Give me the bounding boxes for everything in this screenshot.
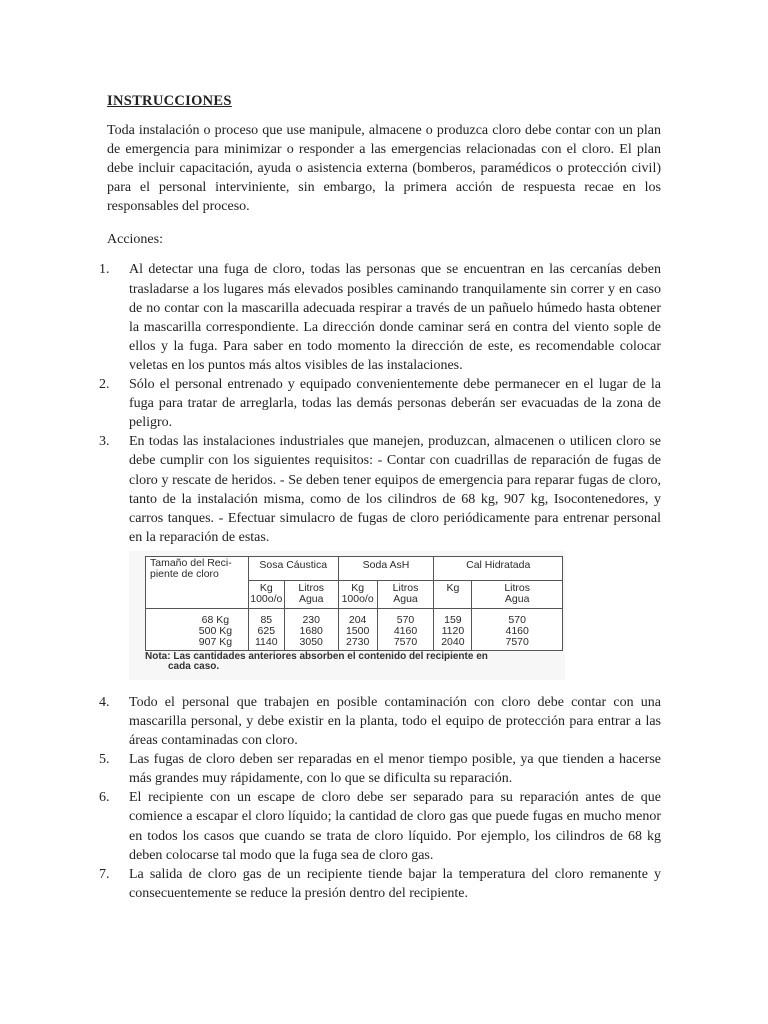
subheader-text: Kg <box>446 581 460 594</box>
subheader-kg <box>434 580 472 608</box>
table-data-row <box>146 608 563 650</box>
list-item-text: El recipiente con un escape de cloro debe ser separado para su reparación antes de que comience a escapar el cloro líquido; la cantidad de cloro gas que puede fugas en mucho menor en todos los casos que cuando se trata de cloro líquido. Por ejemplo, los cilindros de 68 kg deben colocarse tal modo que la fuga sea de cloro gas. <box>129 790 661 863</box>
list-item-text: En todas las instalaciones industriales que manejen, produzcan, almacenen o utilicen cloro se debe cumplir con los siguientes requisitos: - Contar con cuadrillas de reparación de fugas de cloro y rescate de heridos. - Se deben tener equipos de emergencia para reparar fugas de cloro, tanto de la instalación misma, como de los cilindros de 68 kg, 907 kg, Isocontenedores, y carros tanques. - Efectuar simulacro de fugas de cloro periódicamente para entrenar personal en la reparación de estas. <box>129 434 661 545</box>
table-cell: 85 <box>260 613 273 626</box>
table-cell: 3050 <box>299 635 323 648</box>
subheader-text: Kg <box>259 581 273 594</box>
table-cell: 1120 <box>441 624 465 637</box>
subheader-text: Agua <box>298 592 324 605</box>
size-column-header <box>146 556 249 608</box>
actions-list-continued <box>99 693 661 903</box>
subheader-text: Litros <box>504 581 531 594</box>
group-header-soda: Soda AsH <box>338 556 434 580</box>
list-item <box>99 432 661 547</box>
list-item <box>99 260 661 375</box>
table-cell: 500 Kg <box>198 624 233 637</box>
document-heading: INSTRUCCIONES <box>107 93 232 109</box>
subheader-text: Litros <box>298 581 325 594</box>
list-item-text: Al detectar una fuga de cloro, todas las personas que se encuentran en las cercanías deben trasladarse a los lugares más elevados posibles caminando tranquilamente sin correr y en caso de no contar con la mascarilla adecuada respirar a través de un pañuelo húmedo hasta obtener la mascarilla correspondiente. La dirección donde caminar será en contra del viento sople de ellos y la fuga. Para saber en todo momento la dirección de este, es recomendable colocar veletas en los puntos más altos visibles de las instalaciones. <box>129 262 661 373</box>
group-header-cal: Cal Hidratada <box>434 556 563 580</box>
table-cell: 907 Kg <box>198 635 233 648</box>
intro-paragraph: Toda instalación o proceso que use manipule, almacene o produzca cloro debe contar con un plan de emergencia para minimizar o responder a las emergencias relacionadas con el cloro. El plan debe incluir capacitación, ayuda o asistencia externa (bomberos, paramédicos o protección civil) para el personal interviniente, sin embargo, la primera acción de respuesta recae en los responsables del proceso. <box>107 123 661 215</box>
subheader-litros <box>472 580 563 608</box>
list-item-number: 7. <box>99 866 110 882</box>
size-header-line-2: piente de cloro <box>150 567 219 580</box>
table-cell: 159 <box>444 613 462 626</box>
list-item-number: 1. <box>99 262 110 278</box>
subheader-litros <box>377 580 434 608</box>
acciones-label: Acciones: <box>107 232 163 248</box>
list-item-number: 5. <box>99 752 110 768</box>
subheader-text: 100o/o <box>341 592 374 605</box>
subheader-text: Litros <box>392 581 419 594</box>
soda-kg-values <box>338 608 377 650</box>
table-cell: 1500 <box>345 624 370 637</box>
table-cell: 204 <box>348 613 367 626</box>
sosa-kg-values <box>248 608 284 650</box>
subheader-text: 100o/o <box>250 592 283 605</box>
list-item <box>99 788 661 864</box>
size-values <box>146 608 249 650</box>
document-page <box>99 92 661 903</box>
table-cell: 570 <box>396 613 415 626</box>
table-cell: 4160 <box>393 624 418 637</box>
subheader-text: Kg <box>351 581 365 594</box>
list-item-text: La salida de cloro gas de un recipiente tiende bajar la temperatura del cloro remanente y consecuentemente se reduce la presión dentro del recipiente. <box>129 866 661 901</box>
list-item <box>99 750 661 788</box>
size-header-line-1: Tamaño del Reci- <box>150 556 232 569</box>
list-item-number: 6. <box>99 790 110 806</box>
table-cell: 7570 <box>505 635 529 648</box>
table-cell: 4160 <box>505 624 529 637</box>
list-item <box>99 865 661 903</box>
subheader-litros <box>284 580 338 608</box>
table-cell: 570 <box>508 613 526 626</box>
list-item <box>99 693 661 750</box>
list-item <box>99 375 661 432</box>
soda-litros-values <box>377 608 434 650</box>
table-note-line: cada caso. <box>168 660 220 672</box>
table-cell: 1680 <box>299 624 323 637</box>
neutralizer-table-image <box>129 551 565 680</box>
table-cell: 68 Kg <box>201 613 230 626</box>
subheader-kg-pct <box>338 580 377 608</box>
actions-list <box>99 260 661 546</box>
table-cell: 2040 <box>441 635 465 648</box>
table-cell: 2730 <box>345 635 370 648</box>
subheader-text: Agua <box>504 592 530 605</box>
list-item-number: 3. <box>99 434 110 450</box>
list-item-text: Las fugas de cloro deben ser reparadas en el menor tiempo posible, ya que tienden a hacerse más grandes muy rápidamente, con lo que se dificulta su reparación. <box>129 752 661 787</box>
list-item-text: Sólo el personal entrenado y equipado convenientemente debe permanecer en el lugar de la fuga para tratar de arreglarla, todas las demás personas deberán ser evacuadas de la zona de peligro. <box>129 377 661 431</box>
table-cell: 625 <box>257 624 276 637</box>
subheader-kg-pct <box>248 580 284 608</box>
cal-kg-values <box>434 608 472 650</box>
table-note <box>145 652 488 672</box>
table-header-row <box>146 556 563 580</box>
cal-litros-values <box>472 608 563 650</box>
table-note-line: Nota: Las cantidades anteriores absorben el contenido del recipiente en <box>145 650 488 662</box>
list-item-text: Todo el personal que trabajen en posible contaminación con cloro debe contar con una mascarilla personal, y debe existir en la planta, todo el equipo de protección para entrar a las áreas contaminadas con cloro. <box>129 694 661 749</box>
subheader-text: Agua <box>393 592 418 605</box>
table-cell: 230 <box>302 613 320 626</box>
list-item-number: 4. <box>99 694 110 710</box>
table-cell: 1140 <box>255 635 278 648</box>
table-cell: 7570 <box>393 635 418 648</box>
group-header-sosa: Sosa Cáustica <box>248 556 338 580</box>
sosa-litros-values <box>284 608 338 650</box>
list-item-number: 2. <box>99 377 110 393</box>
neutralizer-table <box>145 556 563 651</box>
